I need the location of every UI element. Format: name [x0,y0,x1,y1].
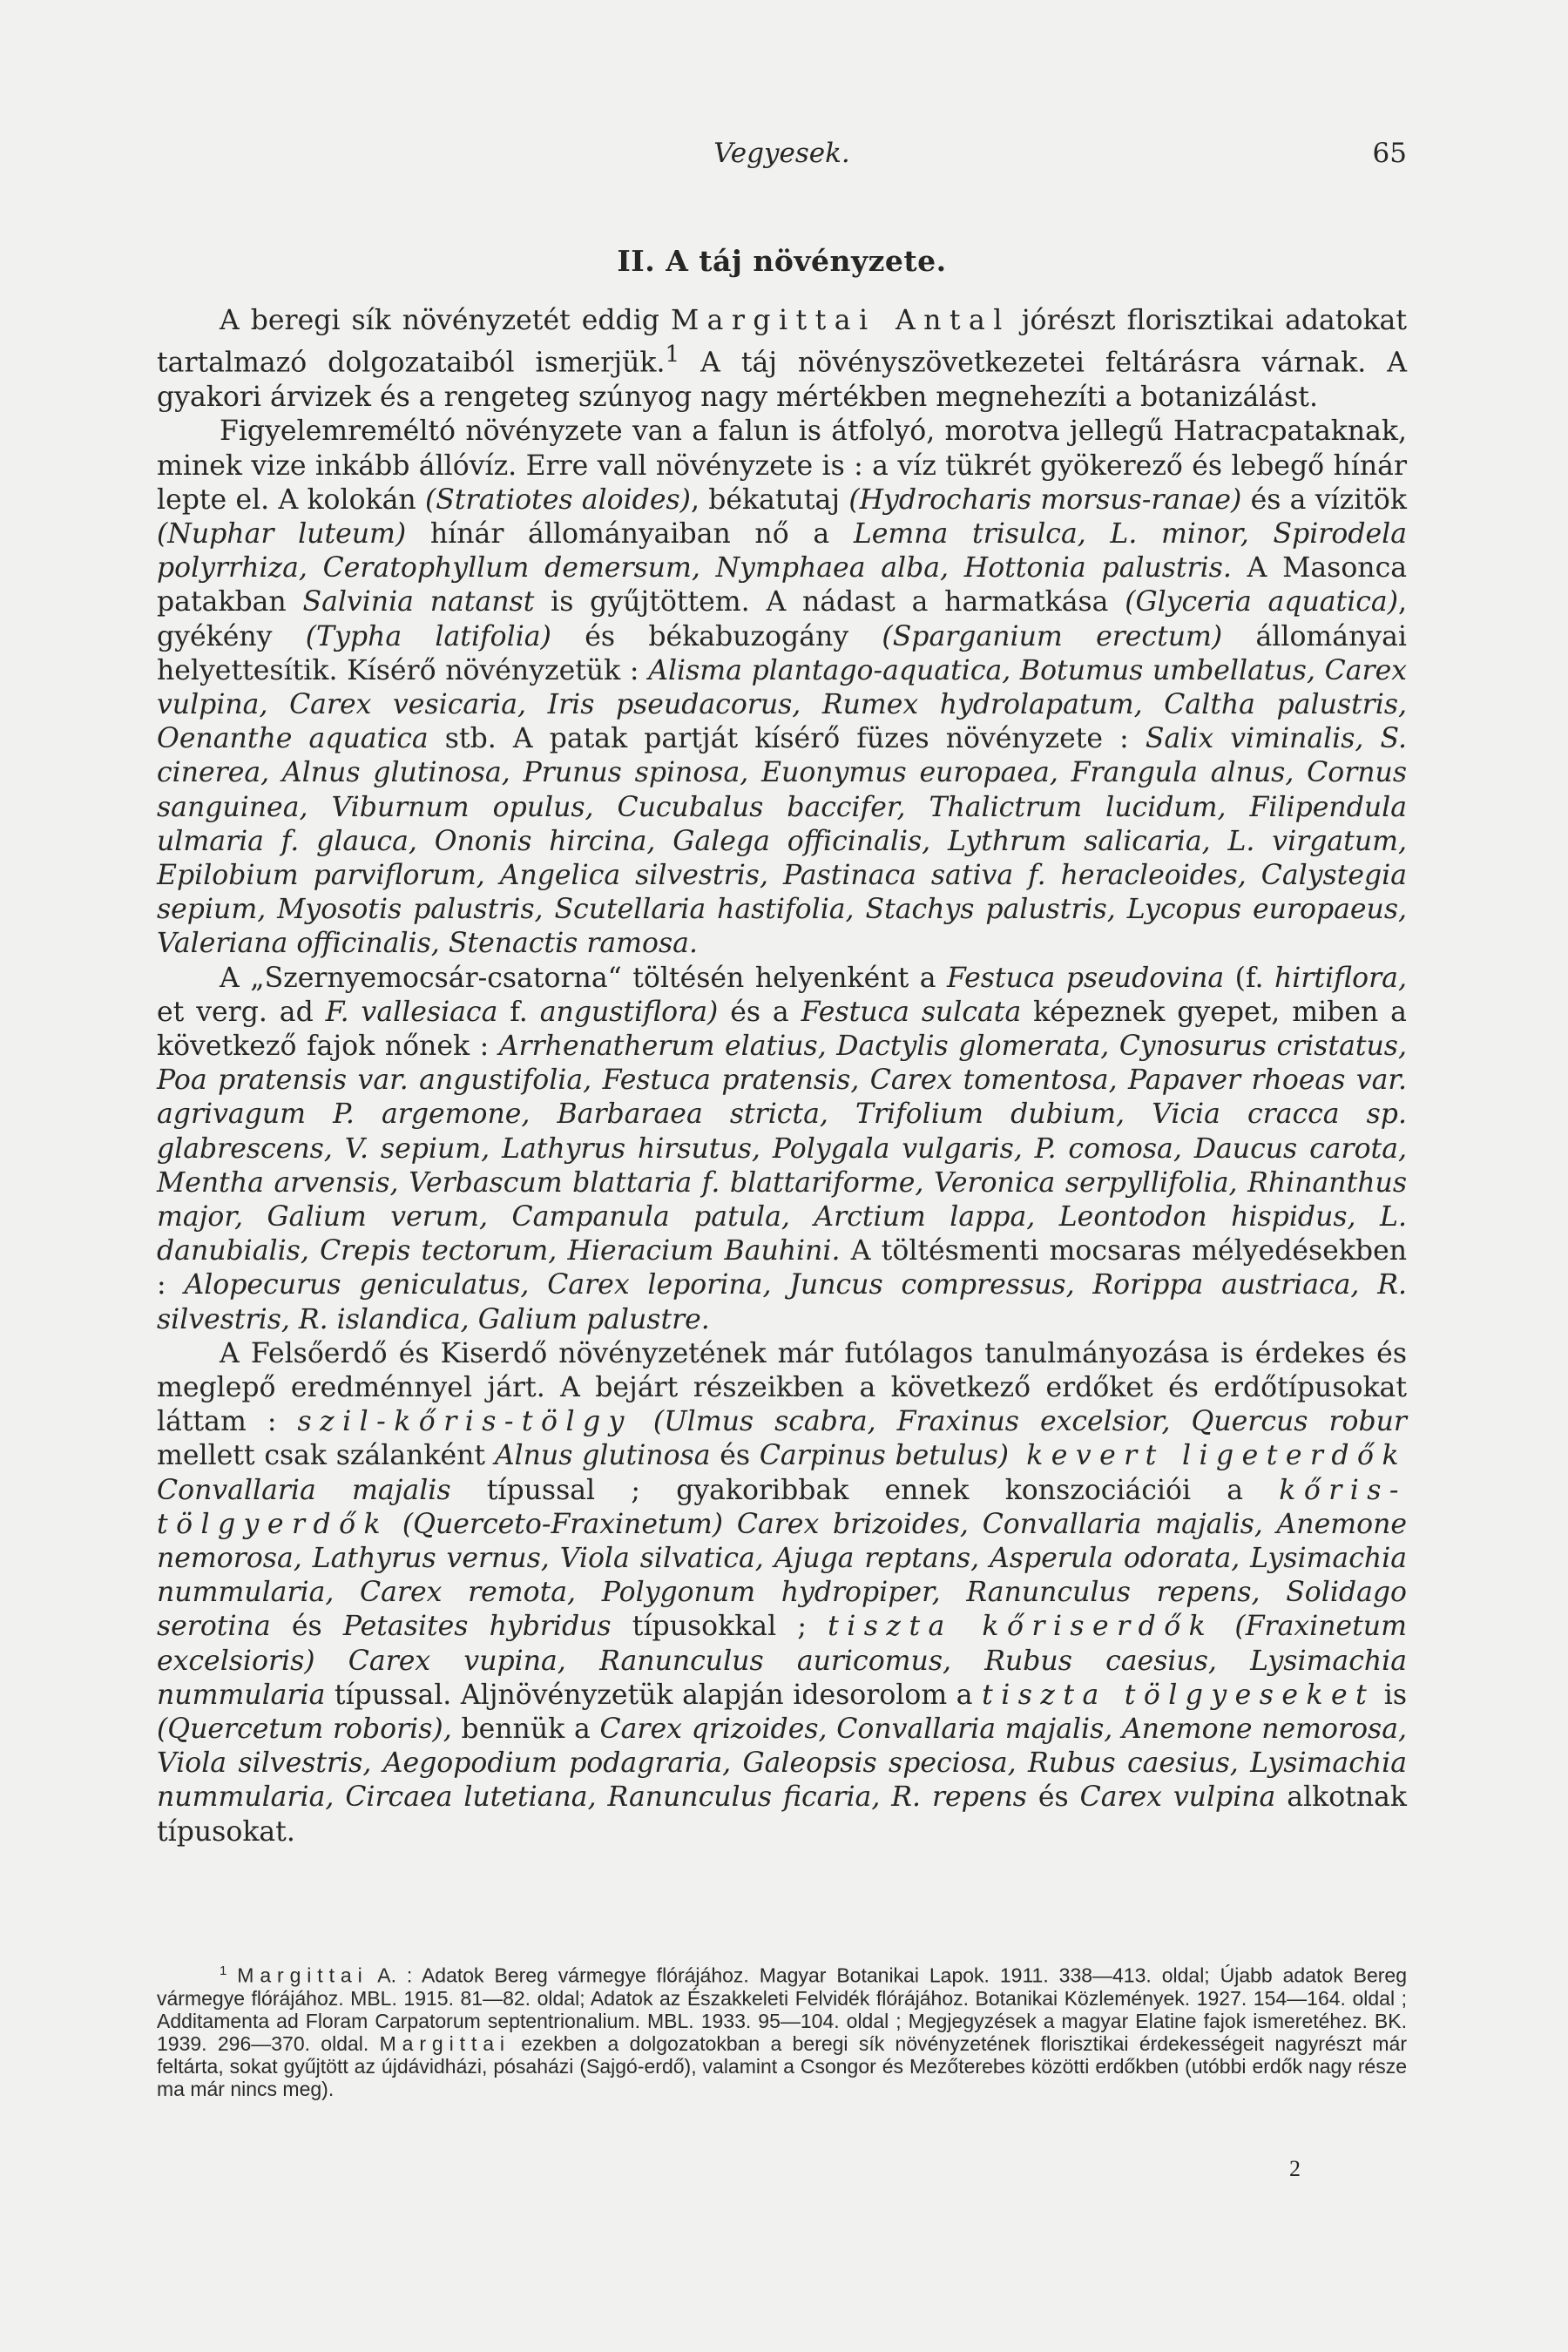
text-run: A Felsőerdő és Kiserdő növényzetének már futólagos tanulmányozása is érdekes és meglepő eredménnyel járt. A bejárt részeikben a következő erdőket és erdőtípusokat láttam : [157,1337,1407,1438]
text-run: , békatutaj [690,483,849,516]
text-run: ezekben a dolgozatokban a beregi sík növényzetének florisztikai érdekességeit nagyrészt már feltárta, sokat gyűjtött az újdávidházi, pósaházi (Sajgó-erdő), valamint a Csongor és Mezőterebes közötti erdőkben (utóbbi erdők nagy része ma már nincs meg). [157,2031,1407,2100]
body-text [157,244,1407,1849]
forest-type: kevert ligeterdők [1009,1440,1407,1472]
text-run: A „Szernyemocsár-csatorna“ töltésén helyenként a [220,962,948,994]
text-run: bennük a [451,1713,600,1746]
forest-type: tiszta tölgyeseket [982,1679,1375,1711]
text-run: és a vízitök [1241,483,1407,516]
text-run: is [1375,1679,1407,1711]
species-name: Festuca sulcata [801,996,1022,1028]
species-name: Petasites hybridus [342,1611,612,1643]
text-run: alkotnak típusokat. [157,1781,1407,1848]
species-list: (Ulmus scabra, Fraxinus excelsior, Quercus robur [632,1406,1407,1438]
text-run: A Masonca patakban [157,552,1407,618]
forest-type: kőris-tölgyerdők [157,1474,1407,1540]
text-run: et verg. ad [157,996,326,1028]
text-run: A. : Adatok Bereg vármegye flórájához. Magyar Botanikai Lapok. 1911. 338—413. oldal; Újabb adatok Bereg vármegye flórájához. MBL. 1915. 81—82. oldal; Adatok az Északkeleti Felvidék flórájához. Botanikai Közlemények. 1927. 154—164. oldal ; Additamenta ad Floram Carpatorum septentrionalium. MBL. 1933. 95—104. oldal ; Megjegyzések a magyar Elatine fajok ismeretéhez. BK. 1939. 296—370. oldal. [157,1963,1407,2055]
species-name: F. vallesiaca [325,996,498,1028]
paragraph-1 [157,304,1407,415]
paragraph-4 [157,1337,1407,1849]
author-name: Margittai Antal [670,305,1010,337]
text-run: hínár állományaiban nő a [406,517,854,550]
text-run: és [270,1611,343,1643]
footnotes [157,1960,1407,2100]
forest-type: tiszta kőriserdők [828,1611,1214,1643]
species-name: Lemna trisulca, L. minor, Spirodela polyrrhiza, Ceratophyllum demersum, Nymphaea alba, Hottonia palustris. [157,517,1407,585]
species-list: (Fraxinetum excelsioris) Carex vupina, Ranunculus auricomus, Rubus caesius, Lysimachia nummularia [157,1611,1407,1711]
species-name: (Nuphar luteum) [157,517,407,550]
species-list: (Querceto-Fraxinetum) Carex brizoides, Convallaria majalis, Anemone nemorosa, Lathyrus vernus, Viola silvatica, Ajuga reptans, Asperula odorata, Lysimachia nummularia, Carex remota, Polygonum hydropiper, Ranunculus repens, Solidago serotina [157,1508,1407,1643]
species-name: Convallaria majalis [157,1474,451,1506]
text-run: f. [497,996,540,1028]
text-run: és békabuzogány [551,620,882,652]
species-name: (Typha latifolia) [305,620,551,652]
text-run: állományai helyettesítik. Kísérő növényzetük : [157,620,1408,686]
species-list: Arrhenatherum elatius, Dactylis glomerata, Cynosurus cristatus, Poa pratensis var. angustifolia, Festuca pratensis, Carex tomentosa, Papaver rhoeas var. agrivagum P. argemone, Barbaraea stricta, Trifolium dubium, Vicia cracca sp. glabrescens, V. sepium, Lathyrus hirsutus, Polygala vulgaris, P. comosa, Daucus carota, Mentha arvensis, Verbascum blattaria f. blattariforme, Veronica serpyllifolia, Rhinanthus major, Galium verum, Campanula patula, Arctium lappa, Leontodon hispidus, L. danubialis, Crepis tectorum, Hieracium Bauhini. [157,1030,1407,1267]
forest-type: szil-kőris-tölgy [297,1406,632,1438]
text-run: Figyelemreméltó növényzete van a falun is átfolyó, morotva jellegű Hatracpataknak, minek vize inkább állóvíz. Erre vall növényzete is : a víz tükrét gyökerező és lebegő hínár lepte el. A kolokán [157,416,1407,516]
text-run: jórészt florisztikai adatokat tartalmazó dolgozataiból ismerjük. [157,305,1407,379]
text-run: stb. A patak partját kísérő füzes növényzete : [428,723,1146,755]
text-run: típussal ; gyakoribbak ennek konszociációi a [450,1474,1280,1506]
text-run: képeznek gyepet, miben a következő fajok nőnek : [157,996,1407,1062]
text-run: , gyékény [157,586,1407,652]
text-run: (f. [1224,962,1274,994]
species-name: Festuca pseudovina [947,962,1225,994]
text-run: A beregi sík növényzetét eddig [220,305,671,337]
footnote-ref: 1 [665,341,680,368]
species-name: angustiflora) [539,996,719,1028]
species-name: Salvinia natanst [302,586,535,618]
text-run: is gyűjtöttem. A nádast a harmatkása [534,586,1125,618]
paragraph-3 [157,962,1407,1337]
species-name: Carpinus betulus) [759,1440,1010,1472]
text-run: típussal. Aljnövényzetük alapján idesorolom a [325,1679,983,1711]
author-name: Margittai [379,2031,510,2055]
section-title: II. A táj növényzete. [617,244,947,278]
text-run: típusokkal ; [611,1611,828,1643]
text-run: mellett csak szálanként [157,1440,495,1472]
footnote-1 [157,1960,1407,2100]
species-list: Alisma plantago-aquatica, Botumus umbellatus, Carex vulpina, Carex vesicaria, Iris pseudacorus, Rumex hydrolapatum, Caltha palustris, Oenanthe aquatica [157,654,1407,755]
paragraph-2 [157,415,1407,961]
species-name: (Glyceria aquatica) [1125,586,1398,618]
species-list: Alopecurus geniculatus, Carex leporina, Juncus compressus, Rorippa austriaca, R. silvestris, R. islandica, Galium palustre. [157,1269,1407,1335]
author-name: Margittai [237,1963,368,1987]
species-name: (Hydrocharis morsus-ranae) [848,483,1242,516]
species-name: Carex vulpina [1079,1781,1276,1814]
species-list: Salix viminalis, S. cinerea, Alnus glutinosa, Prunus spinosa, Euonymus europaea, Frangula alnus, Cornus sanguinea, Viburnum opulus, Cucubalus baccifer, Thalictrum lucidum, Filipendula ulmaria f. glauca, Ononis hircina, Galega officinalis, Lythrum salicaria, L. virgatum, Epilobium parviflorum, Angelica silvestris, Pastinaca sativa f. heracleoides, Calystegia sepium, Myosotis palustris, Scutellaria hastifolia, Stachys palustris, Lycopus europaeus, Valeriana officinalis, Stenactis ramosa. [157,723,1407,960]
running-title: Vegyesek. [713,138,850,169]
text-run: A táj növényszövetkezetei feltárásra várnak. A gyakori árvizek és a rengeteg szúnyog nagy mértékben megnehezíti a botanizálást. [157,347,1408,414]
text-run: és [1026,1781,1080,1814]
species-name: (Sparganium erectum) [882,620,1223,652]
text-run: és [710,1440,760,1472]
species-name: Alnus glutinosa [494,1440,711,1472]
species-name: (Quercetum roboris), [157,1713,452,1746]
species-list: Carex qrizoides, Convallaria majalis, Anemone nemorosa, Viola silvestris, Aegopodium podagraria, Galeopsis speciosa, Rubus caesius, Lysimachia nummularia, Circaea lutetiana, Ranunculus ficaria, R. repens [157,1713,1407,1814]
running-head [157,138,1407,172]
species-name: hirtiflora, [1274,962,1407,994]
text-run: és a [718,996,801,1028]
text-run: A töltésmenti mocsaras mélyedésekben : [157,1235,1407,1301]
species-name: (Stratiotes aloides) [424,483,691,516]
footnote-mark: 1 [220,1963,227,1978]
page-number: 65 [1372,138,1407,169]
signature-mark: 2 [1289,2156,1301,2181]
